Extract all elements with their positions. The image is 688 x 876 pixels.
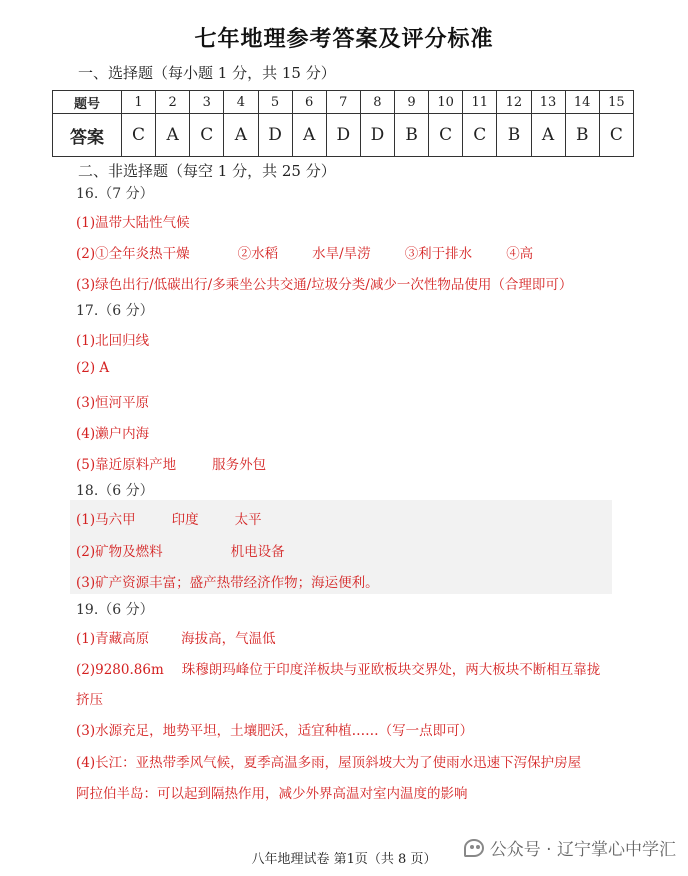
q18-answer-2 [76, 540, 285, 560]
qnum-cell: 13 [531, 91, 565, 114]
answer-cell: A [224, 114, 258, 157]
q18-a1-part3: 太平 [234, 512, 262, 528]
q17-answer-1: (1)北回归线 [76, 333, 150, 349]
watermark [464, 835, 676, 860]
q16-a2-part2: ②水稻 [237, 246, 279, 262]
qnum-cell: 15 [599, 91, 633, 114]
answer-row [53, 114, 634, 157]
q19-a1-part1: (1)青藏高原 [76, 631, 150, 647]
section2-heading: 二、非选择题（每空 1 分，共 25 分） [78, 162, 336, 180]
q17-answer-3: (3)恒河平原 [76, 395, 150, 411]
q19-a2-part2: 珠穆朗玛峰位于印度洋板块与亚欧板块交界处，两大板块不断相互靠拢 [181, 662, 601, 678]
q19-answer-1 [76, 627, 276, 647]
qnum-cell: 3 [190, 91, 224, 114]
answer-table [52, 90, 634, 157]
q17-a5-part2: 服务外包 [212, 457, 267, 473]
qnum-cell: 4 [224, 91, 258, 114]
q18-a1-part1: (1)马六甲 [76, 512, 136, 528]
answer-cell: C [429, 114, 463, 157]
qnum-cell: 2 [156, 91, 190, 114]
answer-cell: A [156, 114, 190, 157]
qnum-cell: 7 [326, 91, 360, 114]
q19-a1-part2: 海拔高，气温低 [181, 631, 276, 647]
answer-cell: A [531, 114, 565, 157]
q19-answer-2-cont: 挤压 [76, 692, 103, 708]
q19-answer-4-line1: (4)长江：亚热带季风气候，夏季高温多雨，屋顶斜坡大为了使雨水迅速下泻保护房屋 [76, 755, 582, 771]
answer-cell: D [360, 114, 394, 157]
q16-a2-part5: ④高 [506, 246, 534, 262]
q18-label: 18.（6 分） [76, 483, 154, 499]
qnum-cell: 5 [258, 91, 292, 114]
page-footer: 八年地理试卷 第1页（共 8 页） [251, 852, 437, 867]
answer-cell: B [497, 114, 531, 157]
answer-cell: B [565, 114, 599, 157]
q17-a5-part1: (5)靠近原料产地 [76, 457, 177, 473]
qnum-cell: 10 [429, 91, 463, 114]
watermark-text: 公众号 · 辽宁掌心中学汇 [489, 840, 676, 860]
q19-a2-part1: (2)9280.86m [76, 662, 164, 678]
q17-answer-4: (4)濑户内海 [76, 426, 150, 442]
qnum-cell: 11 [463, 91, 497, 114]
q19-answer-4-line2: 阿拉伯半岛：可以起到隔热作用，减少外界高温对室内温度的影响 [76, 786, 468, 802]
q18-a2-part1: (2)矿物及燃料 [76, 544, 163, 560]
q18-answer-1 [76, 508, 262, 528]
q16-answer-1: (1)温带大陆性气候 [76, 215, 190, 231]
q17-answer-2: (2) A [76, 360, 110, 376]
row1-label: 题号 [53, 91, 122, 114]
q17-label: 17.（6 分） [76, 303, 154, 319]
qnum-cell: 12 [497, 91, 531, 114]
qnum-cell: 6 [292, 91, 326, 114]
q19-answer-2 [76, 658, 600, 678]
qnum-cell: 8 [360, 91, 394, 114]
q18-a1-part2: 印度 [171, 512, 199, 528]
answer-cell: C [190, 114, 224, 157]
q18-answer-3: (3)矿产资源丰富；盛产热带经济作物；海运便利。 [76, 575, 379, 591]
q16-answer-2 [76, 242, 533, 262]
qnum-cell: 14 [565, 91, 599, 114]
answer-cell: D [326, 114, 360, 157]
qnum-cell: 1 [122, 91, 156, 114]
section1-heading: 一、选择题（每小题 1 分，共 15 分） [78, 64, 336, 82]
row2-label: 答案 [53, 114, 122, 157]
q18-a2-part2: 机电设备 [230, 544, 285, 560]
q19-answer-3: (3)水源充足，地势平坦，土壤肥沃，适宜种植……（写一点即可） [76, 723, 474, 739]
answer-cell: C [599, 114, 633, 157]
wechat-icon [464, 839, 484, 857]
answer-cell: B [395, 114, 429, 157]
q16-a2-part3: 水旱/旱涝 [312, 246, 371, 262]
page-title: 七年地理参考答案及评分标准 [194, 26, 494, 52]
qnum-cell: 9 [395, 91, 429, 114]
q17-answer-5 [76, 453, 266, 473]
answer-cell: C [122, 114, 156, 157]
question-number-row [53, 91, 634, 114]
q19-label: 19.（6 分） [76, 602, 154, 618]
q16-a2-part4: ③利于排水 [404, 246, 473, 262]
answer-cell: D [258, 114, 292, 157]
q16-label: 16.（7 分） [76, 186, 154, 202]
q16-a2-part1: (2)①全年炎热干燥 [76, 246, 190, 262]
answer-cell: A [292, 114, 326, 157]
q16-answer-3: (3)绿色出行/低碳出行/多乘坐公共交通/垃圾分类/减少一次性物品使用（合理即可） [76, 277, 573, 293]
answer-cell: C [463, 114, 497, 157]
